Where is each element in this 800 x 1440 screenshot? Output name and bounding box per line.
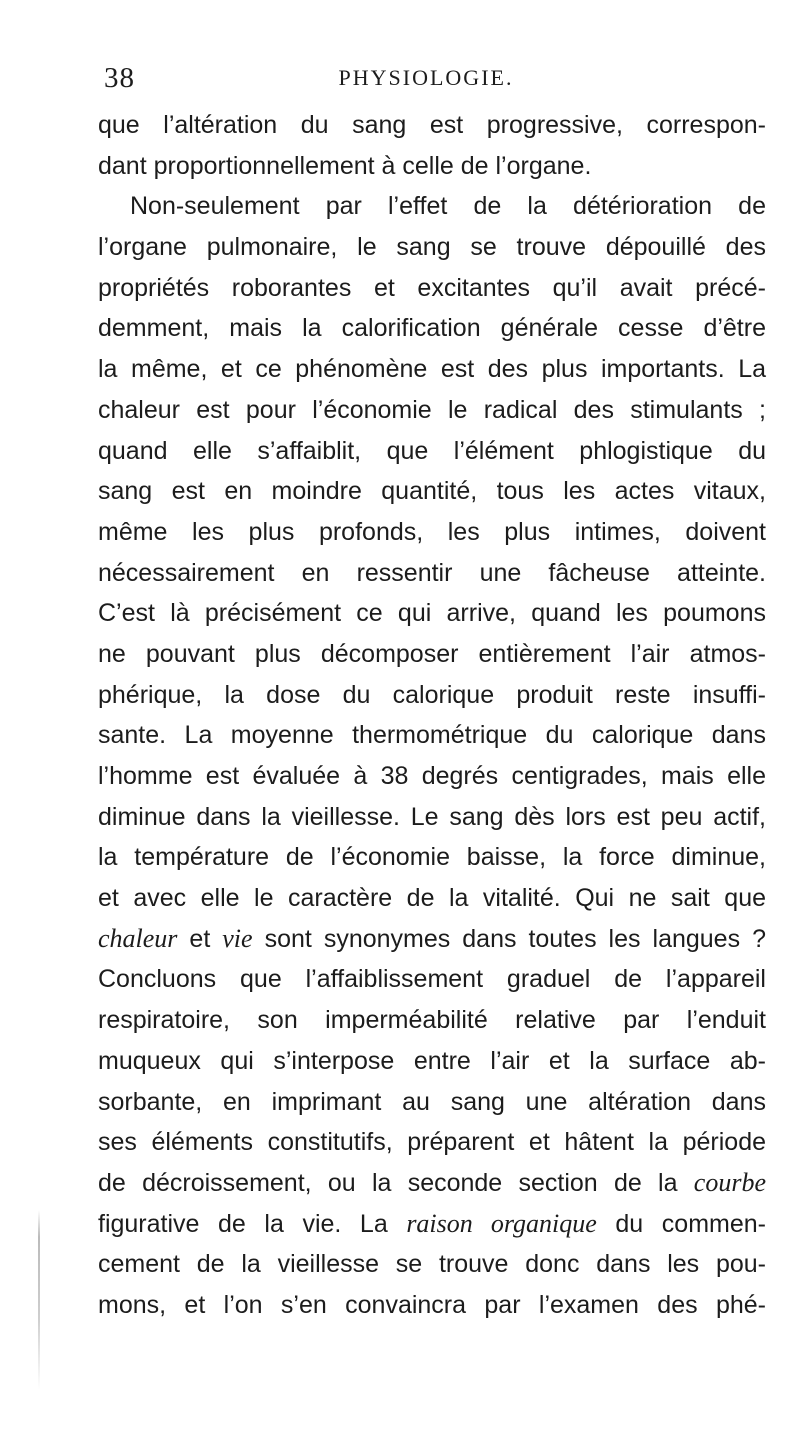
text-line xyxy=(98,105,766,146)
line-text: Non-seulement par l’effet de la détérioration de xyxy=(130,192,766,221)
body-text xyxy=(98,105,766,1326)
line-text: la même, et ce phénomène est des plus importants. La xyxy=(98,355,766,384)
text-line xyxy=(98,634,766,675)
line-text: cement de la vieillesse se trouve donc dans les pou- xyxy=(98,1250,766,1279)
text-line xyxy=(98,1244,766,1285)
line-text: diminue dans la vieillesse. Le sang dès lors est peu actif, xyxy=(98,802,766,831)
text-line xyxy=(98,837,766,878)
text-line xyxy=(98,715,766,756)
text-line xyxy=(98,349,766,390)
text-line xyxy=(98,919,766,960)
text-line xyxy=(98,1000,766,1041)
running-head xyxy=(96,58,756,98)
italic-text: chaleur xyxy=(98,923,178,953)
text-line xyxy=(98,308,766,349)
text-line xyxy=(98,1082,766,1123)
text-line xyxy=(98,390,766,431)
line-text: sang est en moindre quantité, tous les actes vitaux, xyxy=(98,477,766,506)
line-text: chaleur est pour l’économie le radical des stimulants ; xyxy=(98,395,766,424)
line-text: que l’altération du sang est progressive, correspon- xyxy=(98,111,766,139)
text-line xyxy=(98,797,766,838)
running-title: PHYSIOLOGIE. xyxy=(338,65,514,90)
line-text: phérique, la dose du calorique produit reste insuffi- xyxy=(98,680,766,709)
text-line xyxy=(98,146,766,187)
line-text: l’homme est évaluée à 38 degrés centigrades, mais elle xyxy=(98,762,766,790)
line-text: ses éléments constitutifs, préparent et hâtent la période xyxy=(98,1128,766,1157)
line-text: sante. La moyenne thermométrique du calorique dans xyxy=(98,721,766,750)
text-line xyxy=(98,593,766,634)
text-line xyxy=(98,959,766,1000)
text-line xyxy=(98,1041,766,1082)
text-line xyxy=(98,1122,766,1163)
line-text: sont synonymes dans toutes les langues ? xyxy=(252,924,766,953)
line-text: quand elle s’affaiblit, que l’élément phlogistique du xyxy=(98,436,766,465)
text-line xyxy=(98,186,766,227)
line-text: demment, mais la calorification générale cesse d’être xyxy=(98,314,766,343)
line-text: même les plus profonds, les plus intimes, doivent xyxy=(98,517,766,546)
line-text: C’est là précisément ce qui arrive, quand les poumons xyxy=(98,599,766,628)
line-text: du commen- xyxy=(596,1209,766,1238)
text-line xyxy=(98,1163,766,1204)
page-number: 38 xyxy=(104,62,135,94)
line-text: sorbante, en imprimant au sang une altération dans xyxy=(98,1087,766,1116)
text-line xyxy=(98,1204,766,1245)
line-text: mons, et l’on s’en convaincra par l’examen des phé- xyxy=(98,1290,766,1319)
line-text: muqueux qui s’interpose entre l’air et la surface ab- xyxy=(98,1046,766,1075)
text-line xyxy=(98,227,766,268)
line-text: ne pouvant plus décomposer entièrement l’air atmos- xyxy=(98,639,766,668)
line-text: et xyxy=(177,924,223,953)
text-line xyxy=(98,268,766,309)
line-text: de décroissement, ou la seconde section de la xyxy=(98,1168,694,1197)
text-line xyxy=(98,675,766,716)
text-line xyxy=(98,431,766,472)
text-line xyxy=(98,512,766,553)
line-text: propriétés roborantes et excitantes qu’il avait précé- xyxy=(98,273,766,302)
line-text: figurative de la vie. La xyxy=(98,1209,407,1238)
text-line xyxy=(98,1285,766,1326)
margin-mark xyxy=(38,1210,40,1390)
line-text: la température de l’économie baisse, la force diminue, xyxy=(98,843,766,872)
line-text: dant proportionnellement à celle de l’organe. xyxy=(98,151,592,180)
italic-text: vie xyxy=(222,923,253,953)
line-text: nécessairement en ressentir une fâcheuse atteinte. xyxy=(98,558,766,587)
text-line xyxy=(98,471,766,512)
line-text: l’organe pulmonaire, le sang se trouve dépouillé des xyxy=(98,233,766,262)
line-text: Concluons que l’affaiblissement graduel de l’appareil xyxy=(98,965,766,994)
line-text: et avec elle le caractère de la vitalité. Qui ne sait que xyxy=(98,884,766,913)
line-text: respiratoire, son imperméabilité relative par l’enduit xyxy=(98,1006,766,1035)
text-line xyxy=(98,756,766,797)
italic-text: raison organique xyxy=(406,1208,597,1238)
text-line xyxy=(98,878,766,919)
italic-text: courbe xyxy=(693,1167,766,1197)
text-line xyxy=(98,553,766,594)
